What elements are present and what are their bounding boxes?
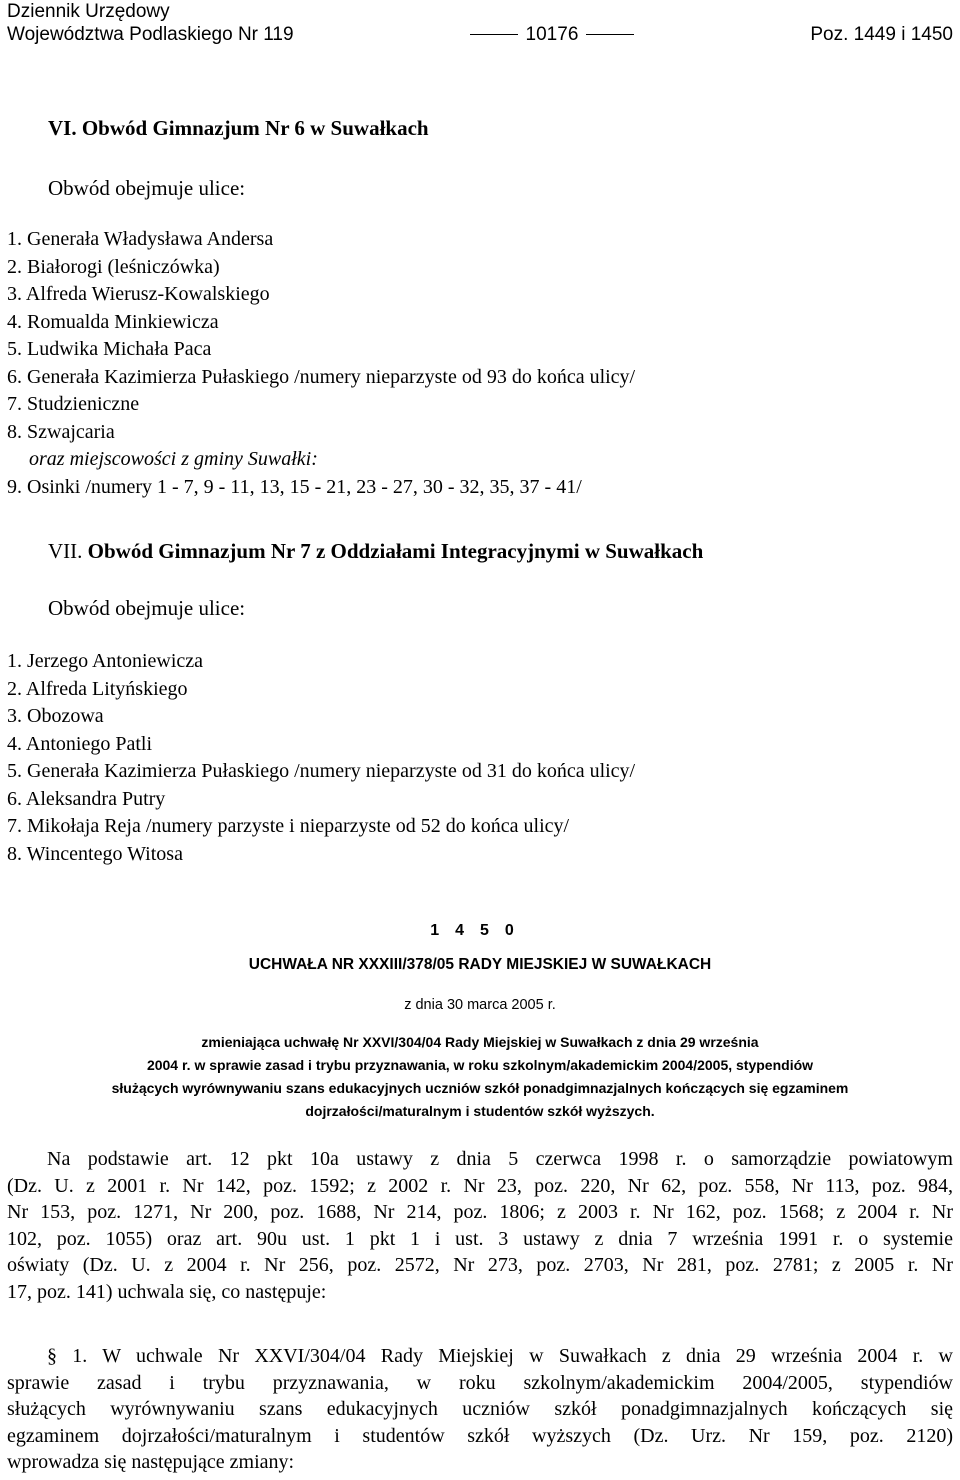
list-item: 1. Generała Władysława Andersa bbox=[7, 228, 274, 250]
list-item: 6. Aleksandra Putry bbox=[7, 787, 166, 810]
list-item: 7. Mikołaja Reja /numery parzyste i nieparzyste od 52 do końca ulicy/ bbox=[7, 815, 570, 837]
dash-left bbox=[470, 34, 518, 35]
paragraph-line: Na podstawie art. 12 pkt 10a ustawy z dnia 5 czerwca 1998 r. o samorządzie powiatowym bbox=[47, 1148, 953, 1170]
journal-issue: Województwa Podlaskiego Nr 119 bbox=[7, 24, 294, 45]
position-number: Poz. 1449 i 1450 bbox=[810, 24, 953, 45]
subject-line: 2004 r. w sprawie zasad i trybu przyznawania, w roku szkolnym/akademickim 2004/2005, stypendiów bbox=[146, 1057, 814, 1073]
section-7-intro: Obwód obejmuje ulice: bbox=[48, 596, 246, 620]
resolution-number: 1450 bbox=[430, 922, 530, 939]
paragraph-line: (Dz. U. z 2001 r. Nr 142, poz. 1592; z 2002 r. Nr 23, poz. 220, Nr 62, poz. 558, Nr 113, poz. 984, bbox=[7, 1174, 953, 1197]
paragraph-line: 102, poz. 1055) oraz art. 90u ust. 1 pkt 1 i ust. 3 ustawy z dnia 7 września 1991 r. o systemie bbox=[7, 1227, 953, 1250]
list-item: 3. Alfreda Wierusz-Kowalskiego bbox=[7, 283, 270, 305]
list-item: 5. Generała Kazimierza Pułaskiego /numery nieparzyste od 31 do końca ulicy/ bbox=[7, 760, 636, 782]
resolution-subject bbox=[0, 1031, 960, 1123]
list-item: 4. Romualda Minkiewicza bbox=[7, 310, 219, 333]
paragraph-line: 17, poz. 141) uchwala się, co następuje: bbox=[7, 1280, 327, 1303]
page-number-block bbox=[462, 23, 643, 46]
list-item: 3. Obozowa bbox=[7, 705, 104, 727]
paragraph-line: sprawie zasad i trybu przyznawania, w roku szkolnym/akademickim 2004/2005, stypendiów bbox=[7, 1371, 953, 1394]
resolution-title: UCHWAŁA NR XXXIII/378/05 RADY MIEJSKIEJ W SUWAŁKACH bbox=[248, 956, 712, 973]
legal-basis-paragraph bbox=[7, 1146, 953, 1305]
dash-right bbox=[586, 34, 634, 35]
section-1-paragraph bbox=[7, 1343, 953, 1476]
list-item: 2. Białorogi (leśniczówka) bbox=[7, 255, 220, 278]
paragraph-line: służących wyrównywaniu szans edukacyjnych uczniów szkół ponadgimnazjalnych kończących się bbox=[7, 1398, 953, 1420]
subject-line: dojrzałości/maturalnym i studentów szkół wyższych. bbox=[305, 1103, 655, 1119]
page-number: 10176 bbox=[525, 24, 579, 45]
list-item: 5. Ludwika Michała Paca bbox=[7, 338, 212, 360]
list-item: 4. Antoniego Patli bbox=[7, 732, 152, 755]
section-7-title-text: Obwód Gimnazjum Nr 7 z Oddziałami Integracyjnymi w Suwałkach bbox=[82, 539, 704, 563]
paragraph-line: Nr 153, poz. 1271, Nr 200, poz. 1688, Nr 214, poz. 1806; z 2003 r. Nr 162, poz. 1568; z 2004 r. Nr bbox=[7, 1201, 953, 1223]
list-item: 1. Jerzego Antoniewicza bbox=[7, 650, 204, 672]
resolution-date: z dnia 30 marca 2005 r. bbox=[404, 997, 556, 1013]
section-7-title bbox=[48, 539, 703, 564]
section-6-list bbox=[7, 226, 635, 501]
subject-line: służących wyrównywaniu szans edukacyjnych uczniów szkół ponadgimnazjalnych kończących się egzaminem bbox=[111, 1080, 849, 1096]
section-7-numeral: VII. bbox=[48, 539, 83, 563]
list-item: 7. Studzieniczne bbox=[7, 393, 140, 415]
section-7-list bbox=[7, 648, 635, 868]
list-item: 9. Osinki /numery 1 - 7, 9 - 11, 13, 15 - 21, 23 - 27, 30 - 32, 35, 37 - 41/ bbox=[7, 475, 582, 498]
page-header bbox=[7, 0, 953, 46]
list-item: 8. Szwajcaria bbox=[7, 420, 115, 443]
paragraph-line: oświaty (Dz. U. z 2004 r. Nr 256, poz. 2572, Nr 273, poz. 2703, Nr 281, poz. 2781; z 2005 r. Nr bbox=[7, 1254, 953, 1276]
subject-line: zmieniająca uchwałę Nr XXVI/304/04 Rady Miejskiej w Suwałkach z dnia 29 września bbox=[201, 1034, 759, 1050]
paragraph-line: § 1. W uchwale Nr XXVI/304/04 Rady Miejskiej w Suwałkach z dnia 29 września 2004 r. w bbox=[47, 1345, 953, 1367]
journal-title: Dziennik Urzędowy bbox=[7, 1, 170, 22]
list-note: oraz miejscowości z gminy Suwałki: bbox=[29, 448, 318, 470]
paragraph-line: egzaminem dojrzałości/maturalnym i studentów szkół wyższych (Dz. Urz. Nr 159, poz. 2120) bbox=[7, 1424, 953, 1447]
paragraph-line: wprowadza się następujące zmiany: bbox=[7, 1451, 295, 1473]
list-item: 2. Alfreda Lityńskiego bbox=[7, 677, 188, 700]
section-6-title: VI. Obwód Gimnazjum Nr 6 w Suwałkach bbox=[48, 116, 429, 140]
section-6-intro: Obwód obejmuje ulice: bbox=[48, 176, 246, 200]
list-item: 8. Wincentego Witosa bbox=[7, 842, 183, 865]
list-item: 6. Generała Kazimierza Pułaskiego /numery nieparzyste od 93 do końca ulicy/ bbox=[7, 365, 636, 388]
